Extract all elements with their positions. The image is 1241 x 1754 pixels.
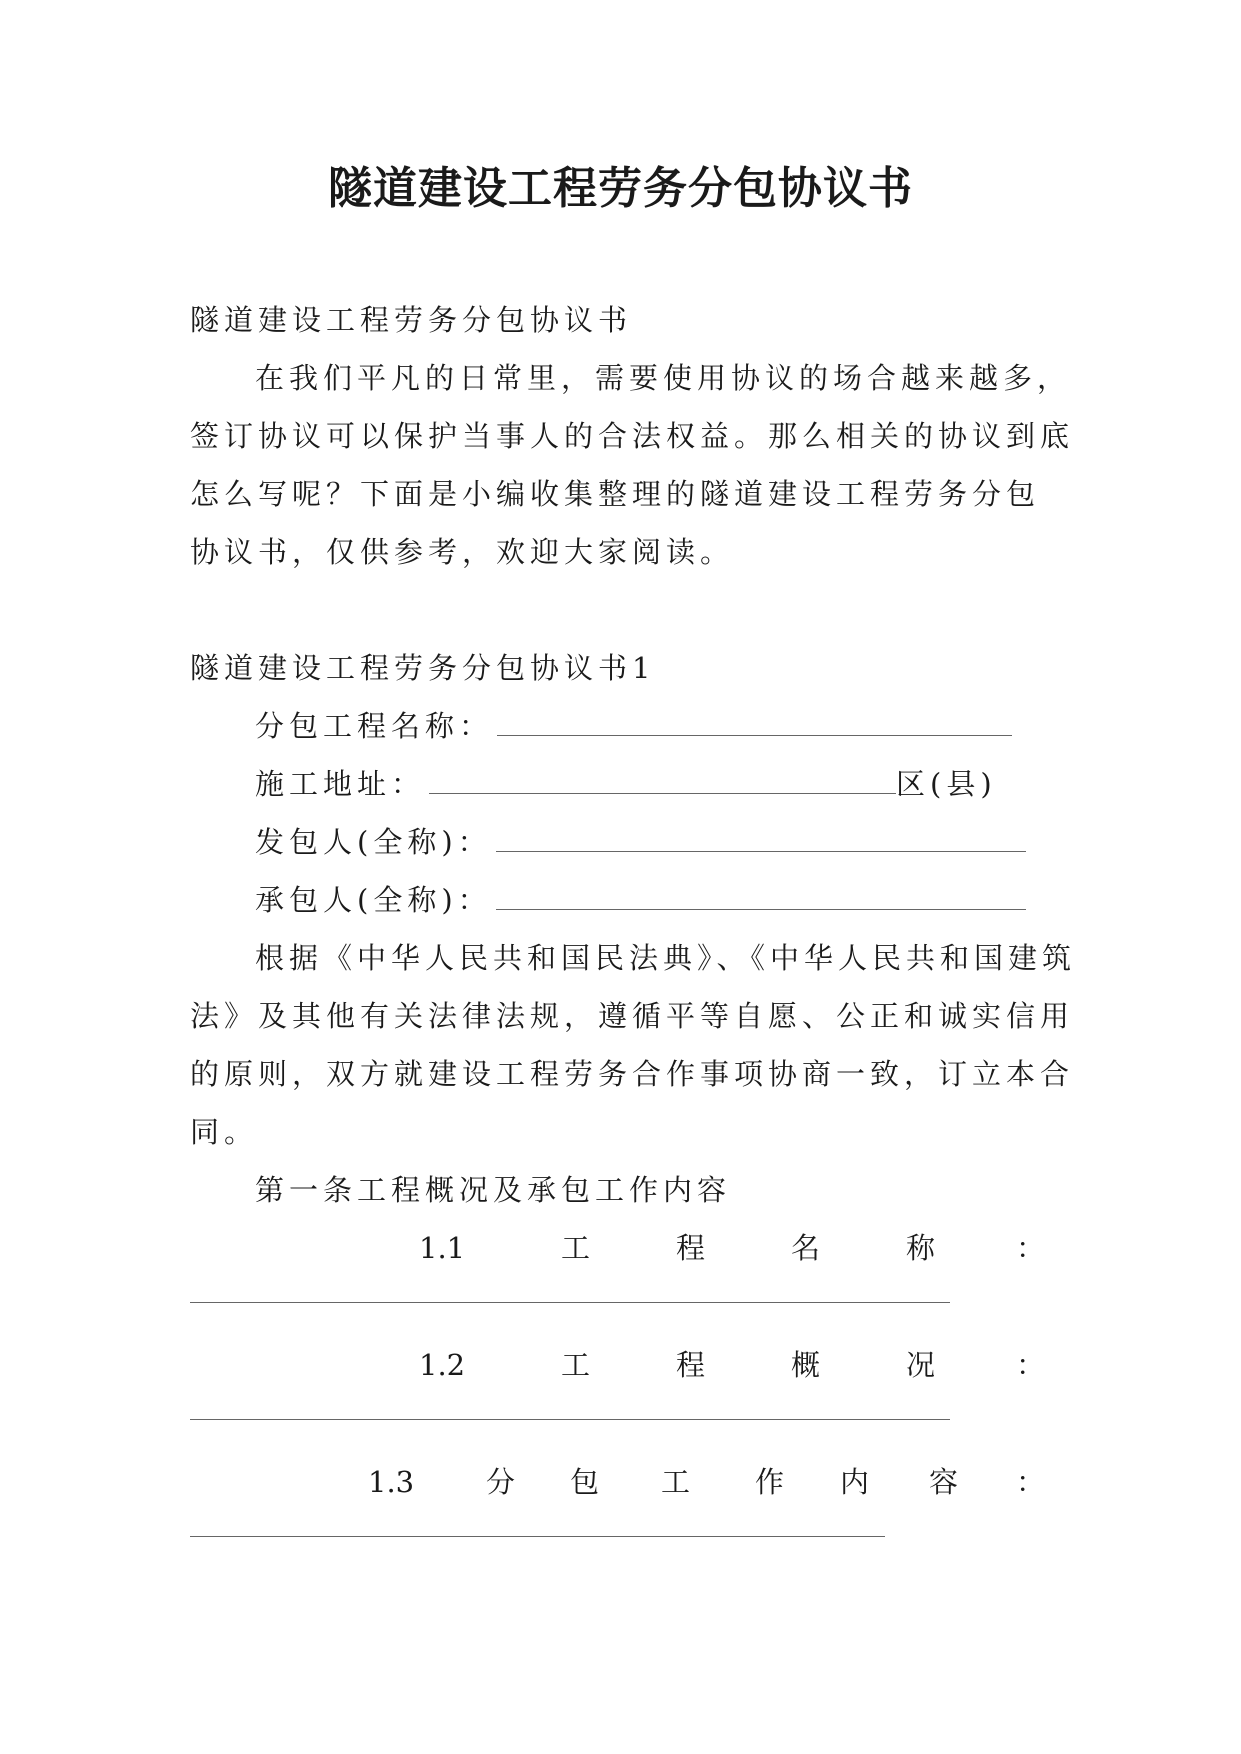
item-1-1-char: 称 — [906, 1231, 936, 1265]
item-1-1-char: 程 — [676, 1231, 706, 1265]
intro-line-1: 在我们平凡的日常里，需要使用协议的场合越来越多， — [255, 361, 1072, 395]
field-contractor — [255, 880, 1026, 920]
document-subtitle: 隧道建设工程劳务分包协议书 — [190, 303, 633, 337]
employer-blank — [496, 829, 1026, 852]
field-project-name-label: 分包工程名称： — [255, 709, 494, 743]
item-1-2-char: 工 — [561, 1348, 591, 1382]
item-1-2-number: 1.2 — [419, 1348, 466, 1382]
field-address-suffix: 区(县) — [896, 767, 997, 801]
field-employer — [255, 822, 1026, 862]
item-1-2-blank — [190, 1419, 950, 1420]
item-1-3-char: 工 — [661, 1465, 691, 1499]
basis-line-3: 的原则，双方就建设工程劳务合作事项协商一致，订立本合 — [190, 1057, 1075, 1091]
item-1-3-blank — [190, 1536, 885, 1537]
item-1-1-char: 名 — [791, 1231, 821, 1265]
basis-line-1: 根据《中华人民共和国民法典》、《中华人民共和国建筑 — [255, 941, 1077, 975]
field-employer-label: 发包人(全称)： — [255, 825, 492, 859]
address-blank — [429, 771, 896, 794]
field-address-label: 施工地址： — [255, 767, 426, 801]
intro-line-2: 签订协议可以保护当事人的合法权益。那么相关的协议到底 — [190, 419, 1075, 453]
contractor-blank — [496, 887, 1026, 910]
item-1-2-char: 况 — [906, 1348, 936, 1382]
item-1-2-colon: ： — [1016, 1348, 1046, 1382]
field-address — [255, 764, 997, 804]
item-1-1-blank — [190, 1302, 950, 1303]
item-1-3-colon: ： — [1016, 1465, 1046, 1499]
article-1-heading: 第一条工程概况及承包工作内容 — [255, 1173, 732, 1207]
item-1-1-colon: ： — [1016, 1231, 1046, 1265]
section-heading: 隧道建设工程劳务分包协议书1 — [190, 651, 656, 685]
item-1-2-char: 程 — [676, 1348, 706, 1382]
item-1-3-char: 作 — [755, 1465, 785, 1499]
item-1-3-char: 分 — [486, 1465, 516, 1499]
item-1-3-char: 内 — [840, 1465, 870, 1499]
intro-line-4: 协议书，仅供参考，欢迎大家阅读。 — [190, 535, 735, 569]
item-1-2-char: 概 — [791, 1348, 821, 1382]
basis-line-4: 同。 — [190, 1115, 259, 1149]
item-1-3-char: 容 — [929, 1465, 959, 1499]
document-title: 隧道建设工程劳务分包协议书 — [328, 163, 913, 214]
item-1-3-char: 包 — [570, 1465, 600, 1499]
item-1-1-char: 工 — [561, 1231, 591, 1265]
item-1-3-number: 1.3 — [368, 1465, 415, 1499]
field-project-name — [255, 706, 1012, 746]
field-contractor-label: 承包人(全称)： — [255, 883, 492, 917]
item-1-1-number: 1.1 — [419, 1231, 466, 1265]
basis-line-2: 法》及其他有关法律法规，遵循平等自愿、公正和诚实信用 — [190, 999, 1075, 1033]
intro-line-3: 怎么写呢？下面是小编收集整理的隧道建设工程劳务分包 — [190, 477, 1041, 511]
project-name-blank — [497, 713, 1012, 736]
